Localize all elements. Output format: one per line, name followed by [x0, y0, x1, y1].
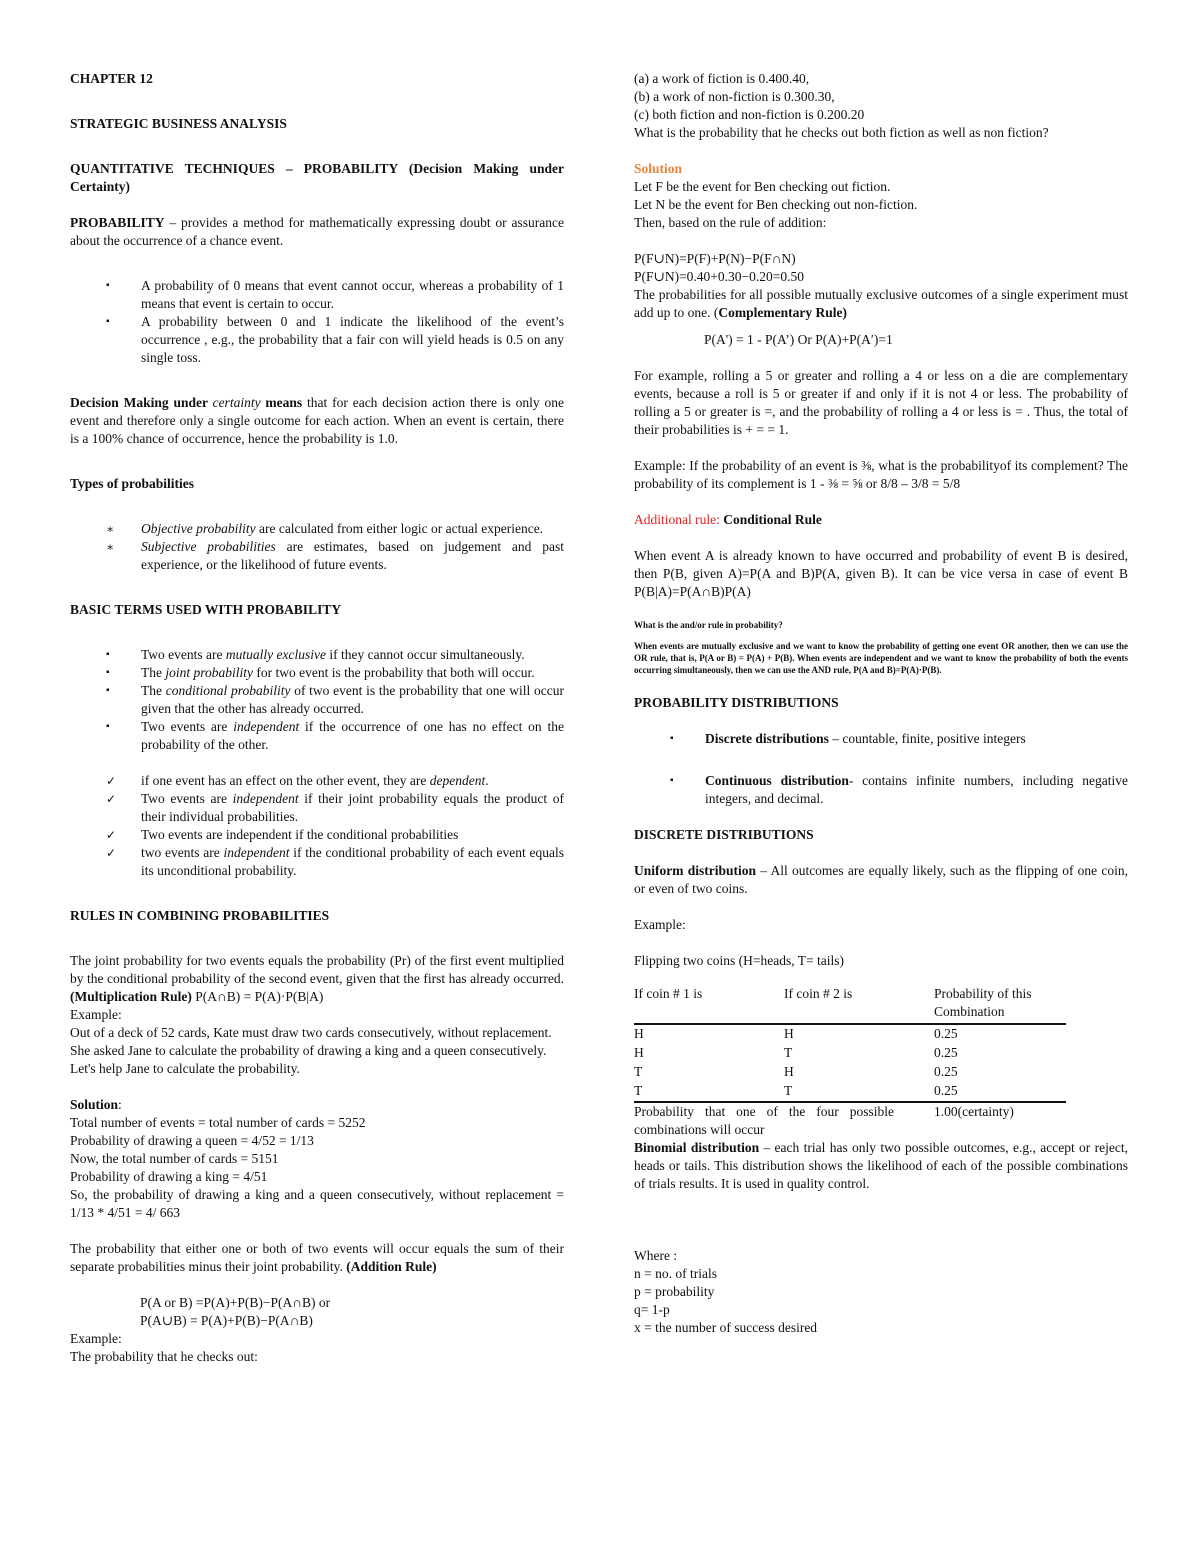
list-item: ✓ if one event has an effect on the other event, they are dependent.	[106, 773, 489, 788]
solution-line: Now, the total number of cards = 5151	[70, 1151, 279, 1166]
example-label: Example:	[70, 1331, 122, 1346]
solution-label: Solution	[634, 161, 683, 176]
example-line: Out of a deck of 52 cards, Kate must draw two cards consecutively, without replacement.	[70, 1025, 552, 1040]
square-bullet-icon: ▪	[106, 685, 110, 696]
conditional-rule-paragraph: When event A is already known to have occurred and probability of event B is desired, then P(B, given A)=P(A and B)P(A, given B). It can be vice versa in case of event B P(B|A)=P(A∩B)P(A)	[634, 548, 1128, 599]
table-row: H H 0.25	[634, 1026, 958, 1041]
table-footer-row	[634, 1102, 1066, 1139]
addition-formula: P(A or B) =P(A)+P(B)−P(A∩B) or	[140, 1295, 331, 1310]
list-item: ▪ Continuous distribution- contains infinite numbers, including negative integers, and decimal.	[670, 773, 1128, 806]
left-column	[70, 70, 564, 1366]
table-header-row	[634, 985, 1066, 1024]
independence-checklist	[70, 772, 564, 880]
complementary-example: For example, rolling a 5 or greater and rolling a 4 or less on a die are complementary events, because a roll is 5 or greater if and only if it is not 4 or less. The probability of rolling a 5 or greater is =, and the probability of rolling a 4 or less is = . Thus, the total of their probabilities is + = = 1.	[634, 368, 1128, 437]
column-header: If coin # 2 is	[784, 985, 934, 1024]
example-label: Example:	[70, 1007, 122, 1022]
section-heading: STRATEGIC BUSINESS ANALYSIS	[70, 116, 287, 131]
list-item: ▪ The conditional probability of two event is the probability that one will occur given that the other has already occurred.	[106, 683, 564, 716]
table-row: T T 0.25	[634, 1082, 1066, 1102]
probability-definition: PROBABILITY – provides a method for mathematically expressing doubt or assurance about the occurrence of a chance event.	[70, 215, 564, 248]
coin-probability-table	[634, 985, 1066, 1139]
solution-line: Let F be the event for Ben checking out fiction.	[634, 179, 891, 194]
binomial-distribution-paragraph: Binomial distribution – each trial has only two possible outcomes, e.g., accept or reject, heads or tails. This distribution shows the likelihood of each of the possible combinations of trials results. It is used in quality control.	[634, 1140, 1128, 1191]
and-or-question: What is the and/or rule in probability?	[634, 620, 783, 630]
list-item: ▪ The joint probability for two event is the probability that both will occur.	[106, 665, 535, 680]
list-item: ▪ A probability of 0 means that event cannot occur, whereas a probability of 1 means that event is certain to occur.	[106, 278, 564, 311]
list-item: ✓ Two events are independent if their joint probability equals the product of their individual probabilities.	[106, 791, 564, 824]
and-or-answer: When events are mutually exclusive and we want to know the probability of getting one event OR another, then we can use the OR rule, that is, P(A or B) = P(A) + P(B). When events are independent and we want to know the probability of both the events occurring simultaneously, then we can use the AND rule, P(A and B)=P(A)·P(B).	[634, 641, 1128, 675]
solution-line: So, the probability of drawing a king and a queen consecutively, without replacement = 1/13 * 4/51 = 4/ 663	[70, 1187, 564, 1220]
additional-rule-heading: Additional rule: Conditional Rule	[634, 512, 822, 527]
checkmark-icon: ✓	[106, 828, 117, 842]
types-list	[70, 520, 564, 574]
where-line: x = the number of success desired	[634, 1320, 818, 1335]
where-line: p = probability	[634, 1284, 715, 1299]
calculation-line: P(F∪N)=P(F)+P(N)−P(F∩N)	[634, 251, 796, 266]
basic-terms-heading: BASIC TERMS USED WITH PROBABILITY	[70, 602, 342, 617]
star-bullet-icon: ∗	[106, 522, 115, 536]
solution-label: Solution:	[70, 1097, 122, 1112]
footer-label: Probability that one of the four possible combinations will occur	[634, 1104, 894, 1137]
footer-value: 1.00(certainty)	[934, 1104, 1014, 1119]
complementary-example-2: Example: If the probability of an event is ⅜, what is the probabilityof its complement? The probability of its complement is 1 - ⅜ = ⅝ or 8/8 – 3/8 = 5/8	[634, 458, 1128, 491]
rules-heading: RULES IN COMBINING PROBABILITIES	[70, 908, 330, 923]
solution-line: Total number of events = total number of cards = 5252	[70, 1115, 366, 1130]
distributions-list	[634, 730, 1128, 808]
column-header: If coin # 1 is	[634, 985, 784, 1024]
probability-bullets	[70, 277, 564, 367]
solution-line: Probability of drawing a queen = 4/52 = 1/13	[70, 1133, 314, 1148]
list-item: ▪ Discrete distributions – countable, finite, positive integers	[670, 731, 1026, 746]
example-line: The probability that he checks out:	[70, 1349, 258, 1364]
solution-line: Let N be the event for Ben checking out non-fiction.	[634, 197, 918, 212]
square-bullet-icon: ▪	[106, 280, 110, 291]
calculation-line: P(F∪N)=0.40+0.30−0.20=0.50	[634, 269, 805, 284]
discrete-distributions-heading: DISCRETE DISTRIBUTIONS	[634, 827, 814, 842]
subsection-heading: QUANTITATIVE TECHNIQUES – PROBABILITY (Decision Making under Certainty)	[70, 161, 564, 194]
column-header: Probability of this Combination	[934, 985, 1066, 1024]
solution-line: Probability of drawing a king = 4/51	[70, 1169, 268, 1184]
list-item: ∗ Subjective probabilities are estimates, based on judgement and past experience, or the likelihood of future events.	[106, 539, 564, 572]
right-column	[634, 70, 1128, 1337]
addition-formula: P(A∪B) = P(A)+P(B)−P(A∩B)	[140, 1313, 313, 1328]
flip-line: Flipping two coins (H=heads, T= tails)	[634, 953, 844, 968]
complementary-formula: P(A') = 1 - P(A’) Or P(A)+P(A′)=1	[704, 332, 893, 347]
basic-terms-list	[70, 646, 564, 754]
star-bullet-icon: ∗	[106, 540, 115, 554]
square-bullet-icon: ▪	[106, 721, 110, 732]
complementary-rule-paragraph: The probabilities for all possible mutually exclusive outcomes of a single experiment must add up to one. (Complementary Rule)	[634, 287, 1128, 320]
example-line: Let's help Jane to calculate the probability.	[70, 1061, 300, 1076]
list-item: ✓ Two events are independent if the conditional probabilities	[106, 827, 459, 842]
option-line: (b) a work of non-fiction is 0.300.30,	[634, 89, 835, 104]
square-bullet-icon: ▪	[106, 667, 110, 678]
checkmark-icon: ✓	[106, 774, 117, 788]
where-line: q= 1-p	[634, 1302, 670, 1317]
solution-line: Then, based on the rule of addition:	[634, 215, 827, 230]
multiplication-rule-paragraph: The joint probability for two events equals the probability (Pr) of the first event multiplied by the conditional probability of the second event, given that the first has already occurred. (Multiplication Rule) P(A∩B) = P(A)·P(B|A)	[70, 953, 564, 1004]
list-item: ∗ Objective probability are calculated from either logic or actual experience.	[106, 521, 544, 536]
example-label: Example:	[634, 917, 686, 932]
chapter-title: CHAPTER 12	[70, 71, 153, 86]
uniform-distribution-paragraph: Uniform distribution – All outcomes are equally likely, such as the flipping of one coin, or even of two coins.	[634, 863, 1128, 896]
table-row: T H 0.25	[634, 1064, 958, 1079]
example-line: She asked Jane to calculate the probability of drawing a king and a queen consecutively.	[70, 1043, 547, 1058]
where-line: Where :	[634, 1248, 678, 1263]
list-item: ▪ A probability between 0 and 1 indicate the likelihood of the event’s occurrence , e.g., the probability that a fair con will yield heads is 0.5 on any single toss.	[106, 314, 564, 365]
list-item: ▪ Two events are independent if the occurrence of one has no effect on the probability of the other.	[106, 719, 564, 752]
square-bullet-icon: ▪	[670, 733, 674, 744]
list-item: ▪ Two events are mutually exclusive if they cannot occur simultaneously.	[106, 647, 525, 662]
where-line: n = no. of trials	[634, 1266, 717, 1281]
square-bullet-icon: ▪	[670, 775, 674, 786]
option-line: (a) a work of fiction is 0.400.40,	[634, 71, 810, 86]
table-row: H T 0.25	[634, 1045, 958, 1060]
addition-rule-paragraph: The probability that either one or both of two events will occur equals the sum of their separate probabilities minus their joint probability. (Addition Rule)	[70, 1241, 564, 1274]
distributions-heading: PROBABILITY DISTRIBUTIONS	[634, 695, 839, 710]
checkmark-icon: ✓	[106, 792, 117, 806]
question-line: What is the probability that he checks out both fiction as well as non fiction?	[634, 125, 1049, 140]
square-bullet-icon: ▪	[106, 316, 110, 327]
option-line: (c) both fiction and non-fiction is 0.200.20	[634, 107, 865, 122]
list-item: ✓ two events are independent if the conditional probability of each event equals its unconditional probability.	[106, 845, 565, 878]
square-bullet-icon: ▪	[106, 649, 110, 660]
types-heading: Types of probabilities	[70, 476, 195, 491]
checkmark-icon: ✓	[106, 846, 117, 860]
decision-making-paragraph: Decision Making under certainty means that for each decision action there is only one event and therefore only a single outcome for each action. When an event is certain, there is a 100% chance of occurrence, hence the probability is 1.0.	[70, 395, 564, 446]
